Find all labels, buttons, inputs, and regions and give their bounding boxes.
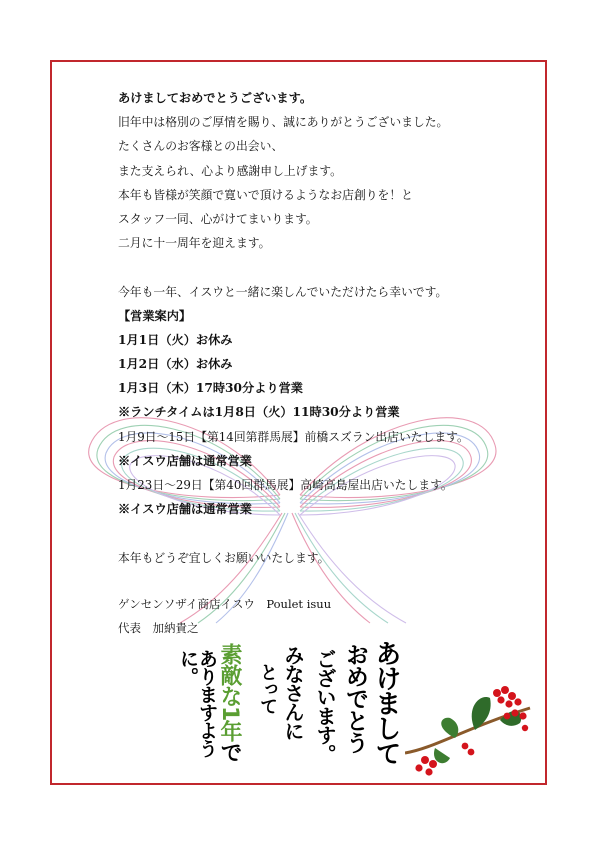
schedule-line: 1月2日（水）お休み [118,357,233,372]
representative-name: 代表 加納貴之 [118,621,199,635]
calligraphy-green-word: 1年 [217,706,242,742]
letter-line: スタッフ一同、心がけてまいります。 [118,211,318,226]
signature-block [118,592,331,640]
schedule-line: ※ランチタイムは1月8日（火）11時30分より営業 [118,405,400,420]
blank-line [118,521,538,545]
letter-line: たくさんのお客様との出会い、 [118,139,284,154]
letter-line: 本年も皆様が笑顔で寛いで頂けるようなお店創りを！と [118,187,413,202]
letter-line: 今年も一年、イスウと一緒に楽しんでいただけたら幸いです。 [118,284,448,299]
event-line: 1月9日～15日【第14回第群馬展】前橋スズラン出店いたします。 [118,429,469,444]
calligraphy-column: おめでとう [342,643,368,753]
letter-line: また支えられ、心より感謝申し上げます。 [118,163,342,178]
greeting-letter [118,86,538,570]
shop-name: ゲンセンソザイ商店イスウ Poulet isuu [118,597,332,611]
calligraphy-greeting [168,635,418,775]
calligraphy-column: あけまして [371,640,401,765]
calligraphy-column: とって [257,663,278,714]
business-info-heading: 【営業案内】 [118,308,192,323]
calligraphy-column-green [218,643,240,762]
event-line: 1月23日～29日【第40回群馬展】高崎高島屋出店いたします。 [118,478,453,492]
letter-line: 二月に十一周年を迎えます。 [118,236,271,251]
nanten-berries-illustration [405,678,535,778]
event-note: ※イスウ店舗は通常営業 [118,502,252,517]
calligraphy-green-word: 素敵な [217,643,242,706]
schedule-line: 1月3日（木）17時30分より営業 [118,381,303,396]
letter-line: 本年もどうぞ宜しくお願いいたします。 [118,550,330,565]
calligraphy-word: で [217,741,242,763]
calligraphy-column: ありますように。 [177,649,218,757]
calligraphy-column: ございます。 [313,649,337,763]
letter-line: 旧年中は格別のご厚情を賜り、誠にありがとうございました。 [118,115,449,130]
letter-line: あけましておめでとうございます。 [118,91,313,105]
schedule-line: 1月1日（火）お休み [118,332,233,347]
event-note: ※イスウ店舗は通常営業 [118,453,252,468]
blank-line [118,255,538,279]
calligraphy-column: みなさんに [281,645,305,740]
